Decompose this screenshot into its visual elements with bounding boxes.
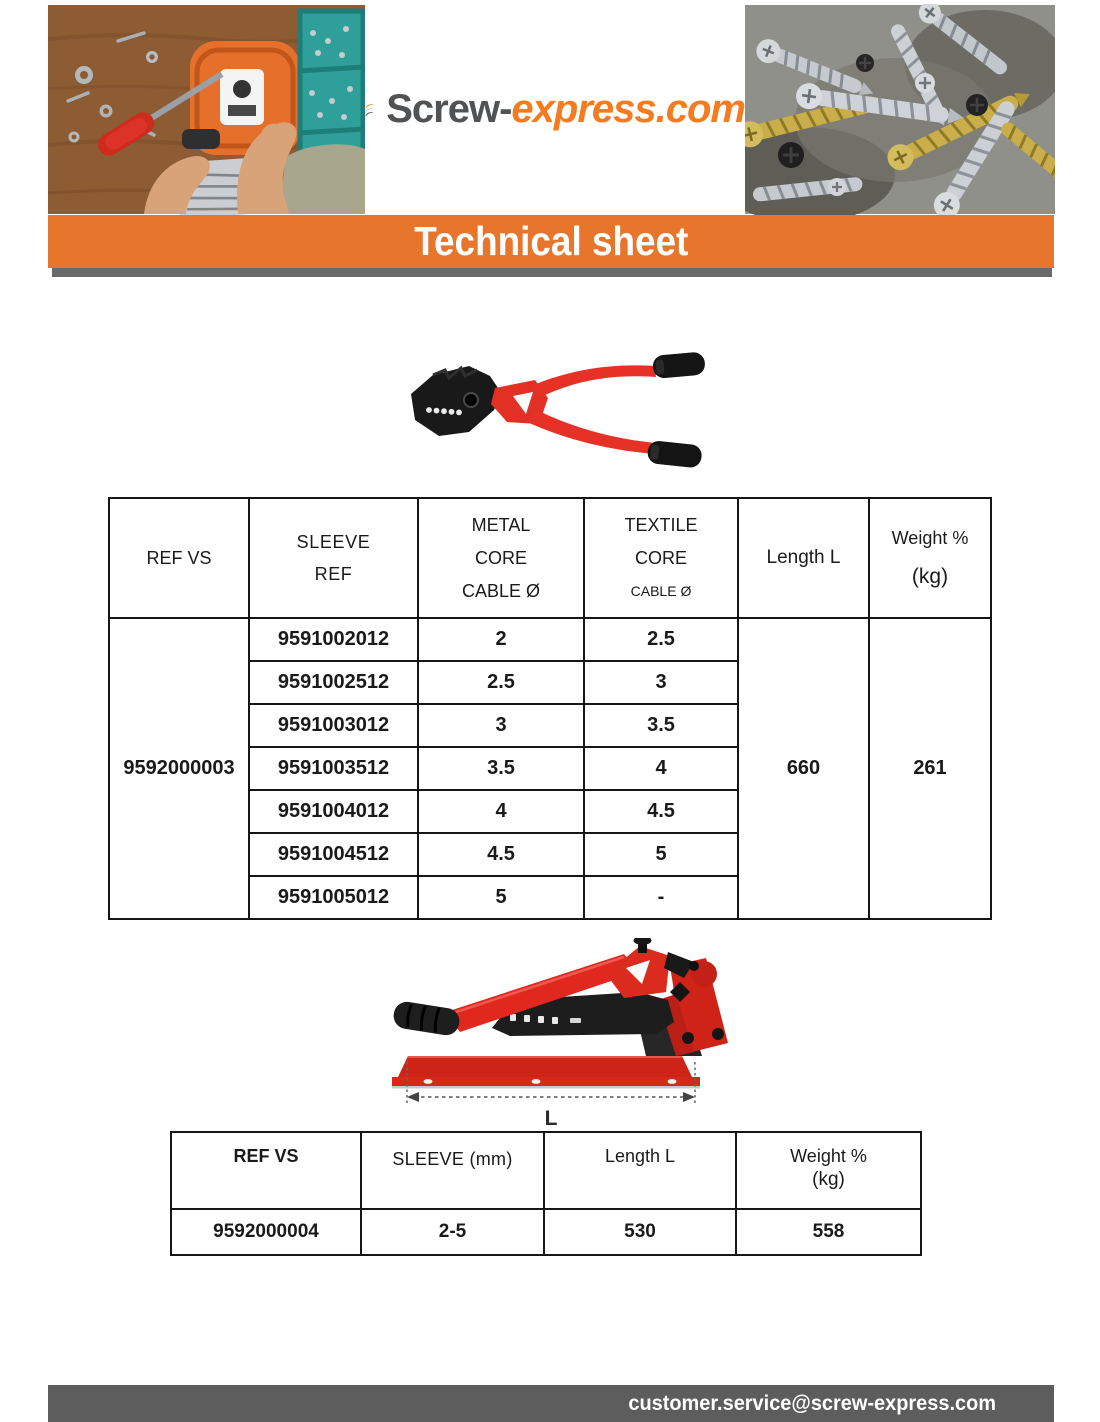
textile-core-value: 2.5 [584, 618, 738, 661]
brand-name-orange: express.com [511, 87, 745, 131]
sleeve-ref-value: 9591002512 [249, 661, 418, 704]
bench-crimper-image [388, 938, 728, 1130]
metal-header-line1: METAL [471, 514, 531, 535]
length-value: 530 [544, 1209, 736, 1255]
weight-header-line1: Weight % [790, 1146, 867, 1166]
workbench-photo [48, 4, 365, 215]
textile-core-value: 5 [584, 833, 738, 876]
spec-table-hand-crimper [108, 497, 992, 920]
ref-vs-value: 9592000003 [109, 618, 249, 919]
hand-crimper-image [405, 348, 710, 472]
textile-core-value: 3.5 [584, 704, 738, 747]
brand-name [386, 87, 745, 132]
col-header-sleeve: SLEEVE (mm) [361, 1132, 544, 1209]
textile-core-value: 4 [584, 747, 738, 790]
metal-core-value: 3 [418, 704, 584, 747]
ref-vs-value: 9592000004 [171, 1209, 361, 1255]
crimper-handle-upper [531, 365, 656, 398]
metal-core-value: 2.5 [418, 661, 584, 704]
footer-email: customer.service@screw-express.com [628, 1391, 996, 1415]
col-header-weight [869, 498, 991, 618]
crimper-head [411, 366, 502, 436]
weight-header-line2: (kg) [812, 1169, 845, 1190]
sleeve-ref-value: 9591003012 [249, 704, 418, 747]
textile-header-line3: CABLE Ø [630, 582, 692, 599]
textile-header-line2: CORE [634, 547, 687, 568]
col-header-ref-vs: REF VS [109, 498, 249, 618]
sleeve-ref-value: 9591004012 [249, 790, 418, 833]
sleeve-ref-value: 9591002012 [249, 618, 418, 661]
weight-value: 261 [869, 618, 991, 919]
col-header-length: Length L [544, 1132, 736, 1209]
banner-underline-strip [52, 268, 1052, 277]
spec-table-bench-crimper [170, 1131, 922, 1256]
textile-core-value: 3 [584, 661, 738, 704]
logo-swoosh-icon [365, 72, 374, 148]
sleeve-ref-value: 9591005012 [249, 876, 418, 919]
table-row [109, 618, 991, 661]
col-header-weight [736, 1132, 921, 1209]
workbench-illustration [48, 4, 365, 215]
weight-value: 558 [736, 1209, 921, 1255]
sleeve-header-line1: SLEEVE [296, 532, 371, 552]
sleeve-header-line2: REF [314, 564, 353, 584]
bench-grip [392, 1000, 461, 1037]
textile-core-value: 4.5 [584, 790, 738, 833]
metal-core-value: 2 [418, 618, 584, 661]
weight-header-line1: Weight % [891, 527, 969, 548]
metal-core-value: 4 [418, 790, 584, 833]
sleeve-ref-value: 9591004512 [249, 833, 418, 876]
metal-core-value: 5 [418, 876, 584, 919]
metal-header-line3: CABLE Ø [461, 580, 541, 601]
screws-illustration [745, 4, 1055, 215]
col-header-textile-core [584, 498, 738, 618]
brand-name-gray: Screw- [386, 87, 512, 131]
dimension-label: L [544, 1107, 558, 1130]
metal-core-value: 3.5 [418, 747, 584, 790]
textile-core-value: - [584, 876, 738, 919]
length-value: 660 [738, 618, 869, 919]
col-header-metal-core [418, 498, 584, 618]
weight-header-line2: (kg) [911, 564, 949, 588]
title-banner [48, 215, 1054, 268]
crimper-handle-lower [527, 410, 655, 454]
footer-bar [48, 1385, 1054, 1422]
sleeve-ref-value: 9591003512 [249, 747, 418, 790]
page-title: Technical sheet [413, 218, 689, 264]
col-header-ref-vs: REF VS [171, 1132, 361, 1209]
metal-header-line2: CORE [474, 547, 527, 568]
brand-logo [365, 4, 745, 215]
table-row [171, 1209, 921, 1255]
sleeve-value: 2-5 [361, 1209, 544, 1255]
screws-photo [745, 4, 1055, 215]
col-header-length: Length L [738, 498, 869, 618]
bench-base [398, 1056, 692, 1077]
col-header-sleeve-ref [249, 498, 418, 618]
textile-header-line1: TEXTILE [624, 514, 698, 535]
metal-core-value: 4.5 [418, 833, 584, 876]
